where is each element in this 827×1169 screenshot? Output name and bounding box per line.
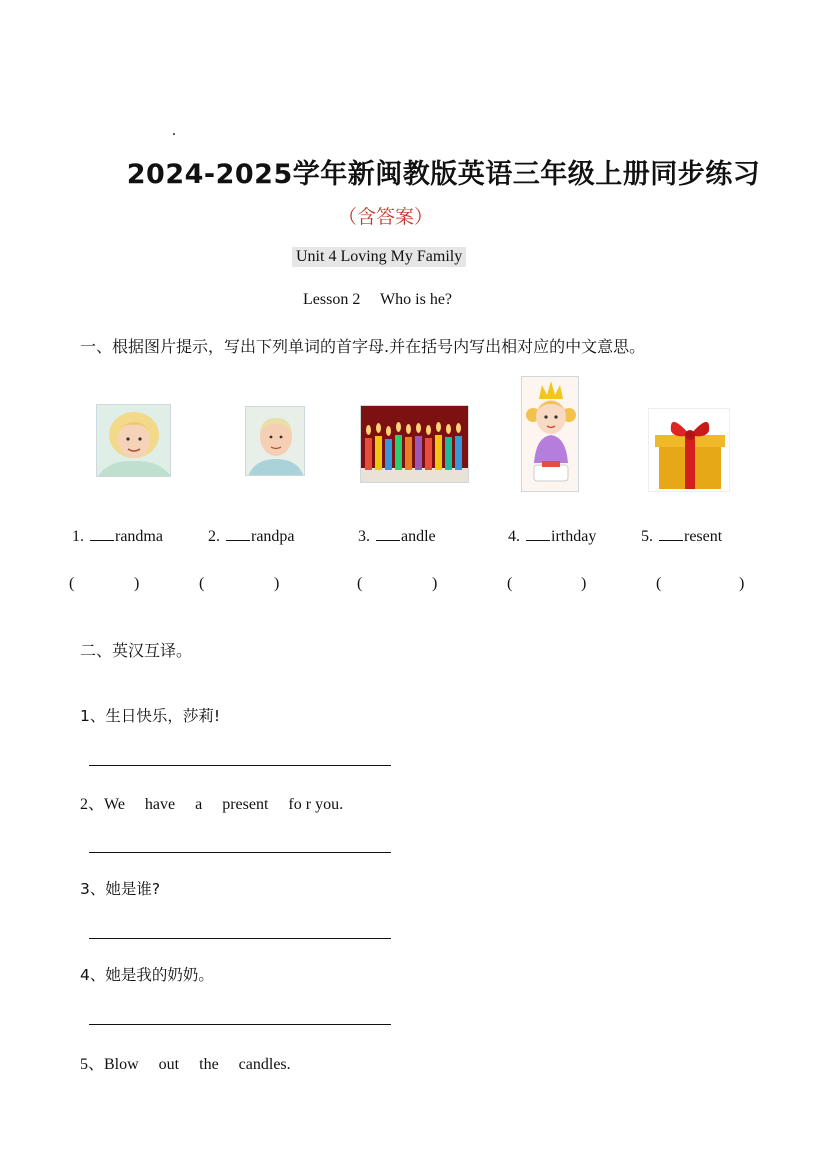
word-item-4 xyxy=(500,508,596,546)
item-number: 4. xyxy=(508,528,520,545)
question-4: 4、她是我的奶奶。 xyxy=(80,966,214,984)
paren-close: ) xyxy=(274,575,280,592)
grandma-illustration-icon xyxy=(97,405,171,477)
item-number: 5. xyxy=(641,528,653,545)
unit-label: Unit 4 Loving My Family xyxy=(292,247,466,267)
question-1: 1、生日快乐，莎莉! xyxy=(80,707,221,725)
first-letter-blank[interactable] xyxy=(226,526,250,541)
word-suffix: irthday xyxy=(551,528,597,545)
word-suffix: randma xyxy=(115,528,163,545)
candles-photo-icon xyxy=(361,406,469,483)
paren-close: ) xyxy=(581,575,587,592)
paren-open: ( xyxy=(656,575,662,592)
grandma-picture xyxy=(96,404,171,477)
section-1-heading: 一、根据图片提示，写出下列单词的首字母.并在括号内写出相对应的中文意思。 xyxy=(80,337,646,356)
paren-close: ) xyxy=(739,575,745,592)
paren-close: ) xyxy=(432,575,438,592)
first-letter-blank[interactable] xyxy=(526,526,550,541)
birthday-picture xyxy=(521,376,579,492)
first-letter-blank[interactable] xyxy=(376,526,400,541)
word-suffix: randpa xyxy=(251,528,295,545)
paren-open: ( xyxy=(199,575,205,592)
word-suffix: resent xyxy=(684,528,723,545)
answer-line-4[interactable] xyxy=(89,1024,391,1025)
word-item-2 xyxy=(200,508,295,546)
paren-open: ( xyxy=(507,575,513,592)
item-number: 1. xyxy=(72,528,84,545)
grandpa-illustration-icon xyxy=(246,407,305,476)
answer-line-2[interactable] xyxy=(89,852,391,853)
paren-open: ( xyxy=(69,575,75,592)
page-subtitle: （含答案） xyxy=(338,206,434,228)
word-suffix: andle xyxy=(401,528,436,545)
question-3: 3、她是谁? xyxy=(80,880,161,898)
paren-close: ) xyxy=(134,575,140,592)
answer-line-3[interactable] xyxy=(89,938,391,939)
first-letter-blank[interactable] xyxy=(659,526,683,541)
question-5: 5、Blow out the candles. xyxy=(80,1056,291,1073)
stray-dot: . xyxy=(172,122,176,139)
word-item-1 xyxy=(64,508,163,546)
question-2: 2、We have a present fo r you. xyxy=(80,796,344,813)
present-picture xyxy=(648,408,730,492)
candles-picture xyxy=(360,405,469,483)
item-number: 3. xyxy=(358,528,370,545)
gift-box-photo-icon xyxy=(649,409,730,492)
section-2-heading: 二、英汉互译。 xyxy=(80,641,193,660)
grandpa-picture xyxy=(245,406,305,476)
page-title: 2024-2025学年新闽教版英语三年级上册同步练习 xyxy=(126,159,761,190)
first-letter-blank[interactable] xyxy=(90,526,114,541)
word-item-5 xyxy=(633,508,722,546)
birthday-girl-illustration-icon xyxy=(522,377,579,492)
paren-open: ( xyxy=(357,575,363,592)
lesson-label: Lesson 2 Who is he? xyxy=(303,291,453,308)
word-item-3 xyxy=(350,508,436,546)
answer-line-1[interactable] xyxy=(89,765,391,766)
item-number: 2. xyxy=(208,528,220,545)
